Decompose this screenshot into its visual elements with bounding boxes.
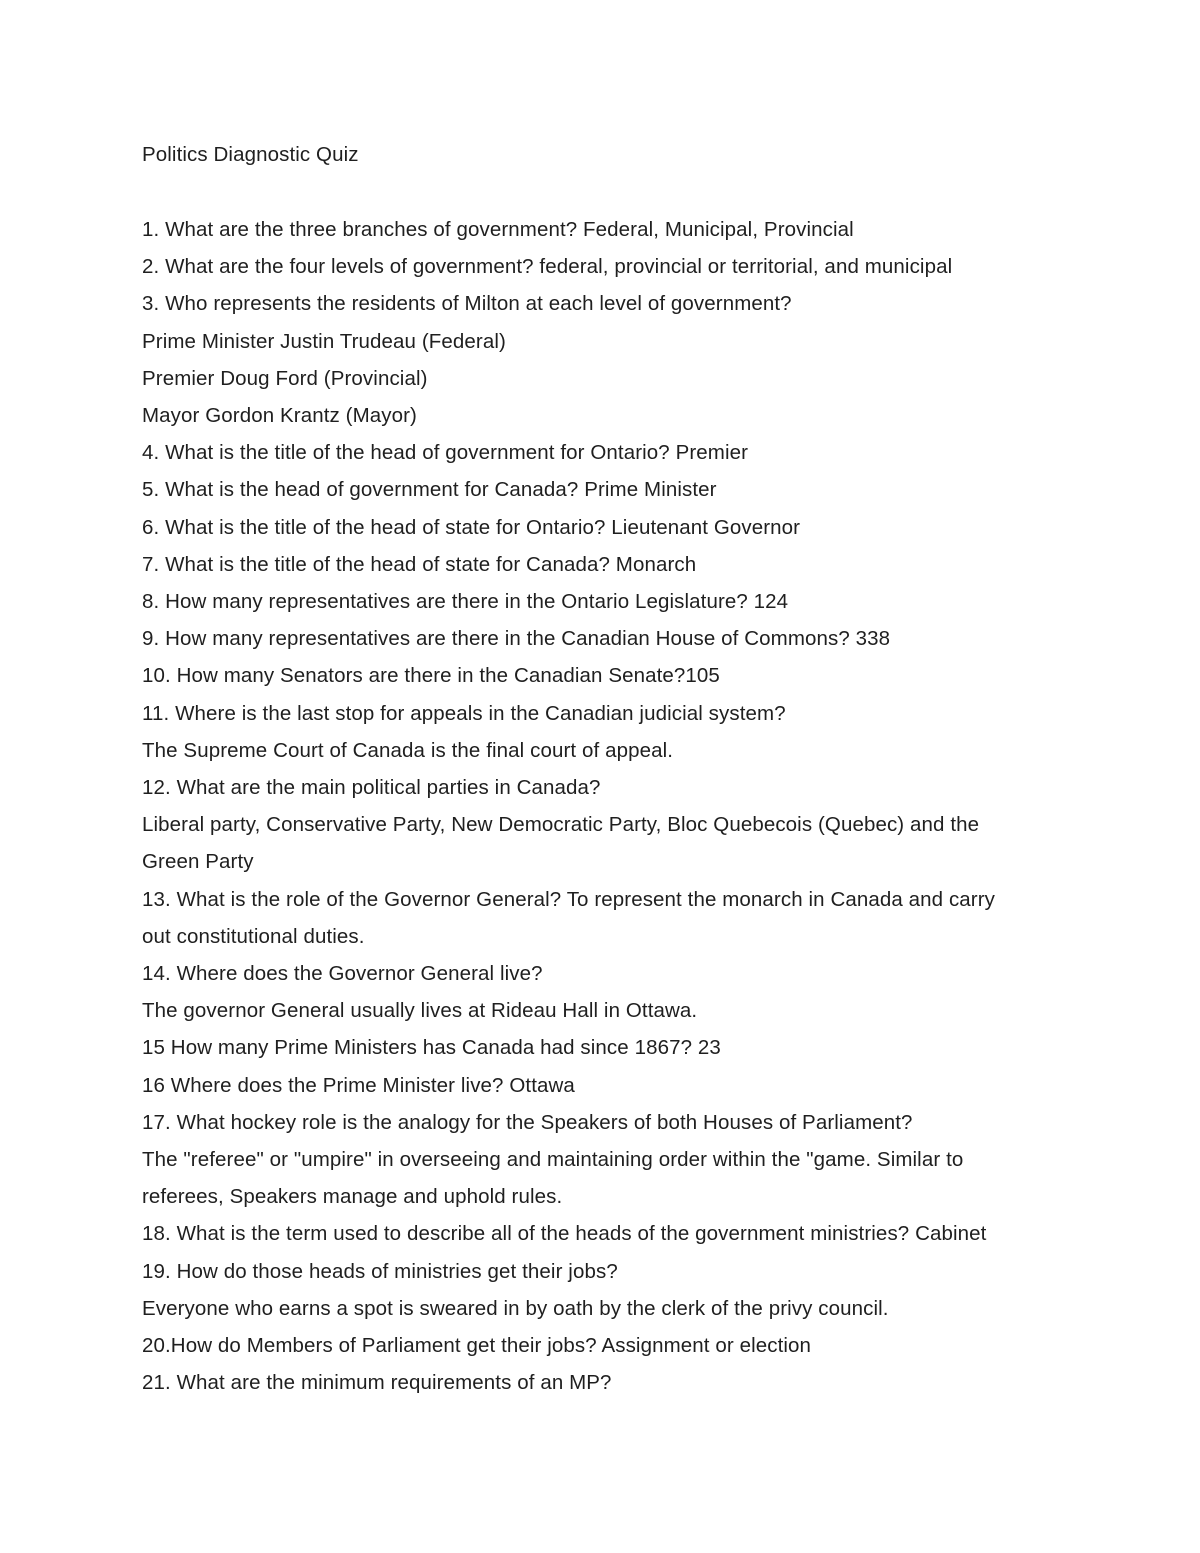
document-line: 17. What hockey role is the analogy for the Speakers of both Houses of Parliament?	[142, 1110, 913, 1134]
document-line: Prime Minister Justin Trudeau (Federal)	[142, 329, 506, 353]
document-line: 19. How do those heads of ministries get their jobs?	[142, 1259, 618, 1283]
document-line: Liberal party, Conservative Party, New Democratic Party, Bloc Quebecois (Quebec) and the	[142, 813, 980, 837]
document-line: The governor General usually lives at Rideau Hall in Ottawa.	[142, 999, 698, 1023]
document-title: Politics Diagnostic Quiz	[142, 143, 359, 166]
document-line: 5. What is the head of government for Canada? Prime Minister	[142, 478, 717, 502]
document-line: 9. How many representatives are there in the Canadian House of Commons? 338	[142, 627, 891, 651]
document-line: 15 How many Prime Ministers has Canada had since 1867? 23	[142, 1036, 721, 1060]
document-line: 11. Where is the last stop for appeals in the Canadian judicial system?	[142, 701, 786, 725]
document-line: Everyone who earns a spot is sweared in by oath by the clerk of the privy council.	[142, 1296, 889, 1320]
document-line: 14. Where does the Governor General live?	[142, 962, 543, 986]
document-line: 20.How do Members of Parliament get their jobs? Assignment or election	[142, 1334, 812, 1358]
document-line: 8. How many representatives are there in the Ontario Legislature? 124	[142, 590, 789, 614]
document-lines	[142, 211, 1082, 1402]
document-line: 21. What are the minimum requirements of an MP?	[142, 1371, 612, 1395]
document-line: 12. What are the main political parties in Canada?	[142, 776, 601, 800]
document-line: out constitutional duties.	[142, 924, 365, 948]
document-line: The "referee" or "umpire" in overseeing and maintaining order within the "game. Similar to	[142, 1148, 964, 1172]
document-line: 18. What is the term used to describe all of the heads of the government ministries? Cabinet	[142, 1222, 987, 1246]
document-line: 6. What is the title of the head of state for Ontario? Lieutenant Governor	[142, 515, 801, 539]
document-line: Green Party	[142, 850, 254, 874]
document-line: 4. What is the title of the head of government for Ontario? Premier	[142, 441, 749, 465]
document-line: The Supreme Court of Canada is the final court of appeal.	[142, 738, 674, 762]
document-line: 7. What is the title of the head of state for Canada? Monarch	[142, 552, 697, 576]
document-line: Mayor Gordon Krantz (Mayor)	[142, 404, 417, 428]
document-line: 1. What are the three branches of government? Federal, Municipal, Provincial	[142, 218, 854, 241]
title-spacer	[142, 173, 1082, 211]
document-body	[142, 136, 1082, 1402]
document-line: 13. What is the role of the Governor General? To represent the monarch in Canada and carry	[142, 887, 996, 911]
document-line: 10. How many Senators are there in the Canadian Senate?105	[142, 664, 720, 688]
document-line: 3. Who represents the residents of Milton at each level of government?	[142, 292, 792, 316]
document-line: 16 Where does the Prime Minister live? Ottawa	[142, 1073, 575, 1097]
document-line: referees, Speakers manage and uphold rules.	[142, 1185, 563, 1209]
document-line: Premier Doug Ford (Provincial)	[142, 366, 428, 390]
document-line: 2. What are the four levels of government? federal, provincial or territorial, and municipal	[142, 255, 953, 279]
